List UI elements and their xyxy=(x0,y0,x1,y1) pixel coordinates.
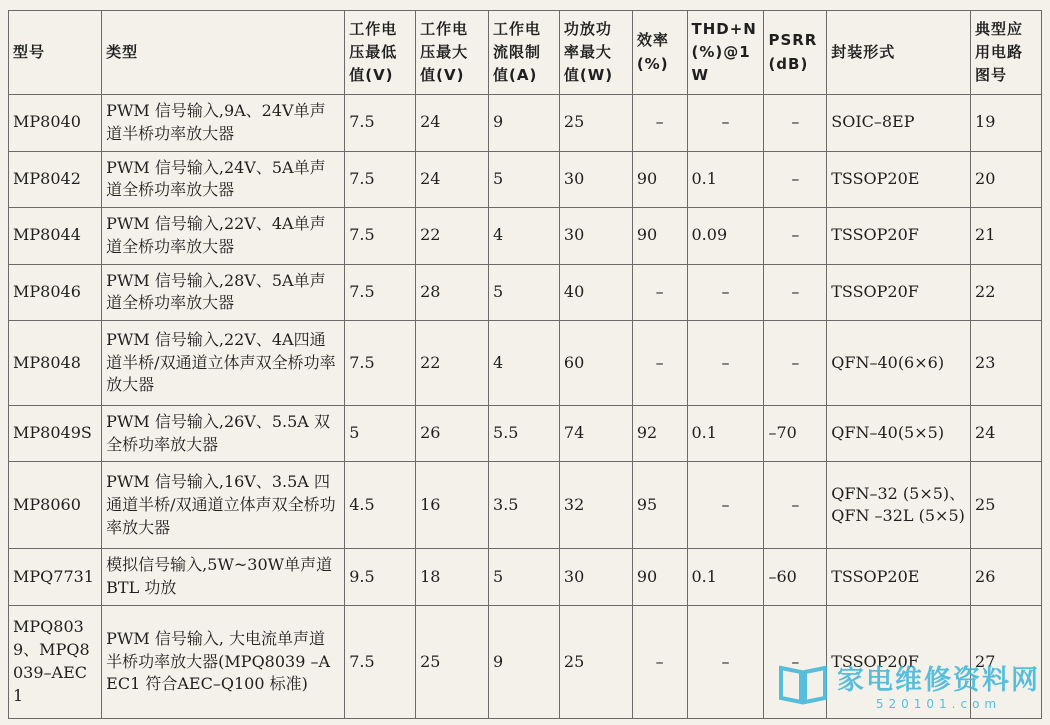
cell-max-power: 32 xyxy=(559,462,632,549)
cell-thd: 0.1 xyxy=(687,405,764,462)
cell-current-limit: 9 xyxy=(489,605,560,718)
cell-type: PWM 信号输入, 大电流单声道半桥功率放大器(MPQ8039 –AEC1 符合AEC–Q100 标准) xyxy=(102,605,345,718)
cell-min-voltage: 7.5 xyxy=(345,151,416,208)
cell-efficiency: – xyxy=(632,605,687,718)
cell-circuit-no: 25 xyxy=(971,462,1042,549)
cell-model: MP8042 xyxy=(9,151,102,208)
document-page xyxy=(8,10,1042,719)
cell-package: TSSOP20E xyxy=(827,151,971,208)
cell-psrr: – xyxy=(764,605,827,718)
cell-psrr: –70 xyxy=(764,405,827,462)
header-max-power: 功放功率最大值(W) xyxy=(559,11,632,95)
cell-psrr: – xyxy=(764,321,827,406)
cell-model: MP8048 xyxy=(9,321,102,406)
cell-max-voltage: 26 xyxy=(416,405,489,462)
cell-psrr: – xyxy=(764,462,827,549)
cell-model: MP8040 xyxy=(9,95,102,152)
cell-min-voltage: 9.5 xyxy=(345,549,416,606)
cell-max-power: 60 xyxy=(559,321,632,406)
cell-max-voltage: 16 xyxy=(416,462,489,549)
cell-efficiency: 90 xyxy=(632,208,687,265)
cell-thd: 0.09 xyxy=(687,208,764,265)
header-psrr: PSRR(dB) xyxy=(764,11,827,95)
book-logo-icon xyxy=(775,662,831,708)
table-row xyxy=(9,405,1042,462)
cell-min-voltage: 5 xyxy=(345,405,416,462)
cell-min-voltage: 7.5 xyxy=(345,264,416,321)
table-row xyxy=(9,549,1042,606)
header-circuit-no: 典型应用电路图号 xyxy=(971,11,1042,95)
cell-package: QFN–40(5×5) xyxy=(827,405,971,462)
cell-max-voltage: 22 xyxy=(416,208,489,265)
cell-type: PWM 信号输入,26V、5.5A 双全桥功率放大器 xyxy=(102,405,345,462)
cell-type: PWM 信号输入,28V、5A单声道全桥功率放大器 xyxy=(102,264,345,321)
cell-type: 模拟信号输入,5W~30W单声道 BTL 功放 xyxy=(102,549,345,606)
cell-psrr: – xyxy=(764,208,827,265)
cell-current-limit: 3.5 xyxy=(489,462,560,549)
cell-thd: 0.1 xyxy=(687,549,764,606)
cell-thd: – xyxy=(687,321,764,406)
cell-package: TSSOP20F xyxy=(827,208,971,265)
cell-package: TSSOP20F xyxy=(827,264,971,321)
cell-efficiency: – xyxy=(632,264,687,321)
cell-circuit-no: 26 xyxy=(971,549,1042,606)
cell-max-voltage: 25 xyxy=(416,605,489,718)
cell-max-power: 30 xyxy=(559,151,632,208)
header-efficiency: 效率(%) xyxy=(632,11,687,95)
cell-efficiency: – xyxy=(632,95,687,152)
cell-type: PWM 信号输入,24V、5A单声道全桥功率放大器 xyxy=(102,151,345,208)
watermark-title: 家电维修资料网 xyxy=(837,665,1040,696)
cell-current-limit: 9 xyxy=(489,95,560,152)
cell-max-power: 40 xyxy=(559,264,632,321)
cell-circuit-no: 23 xyxy=(971,321,1042,406)
cell-max-power: 25 xyxy=(559,95,632,152)
cell-min-voltage: 7.5 xyxy=(345,208,416,265)
table-row xyxy=(9,462,1042,549)
cell-current-limit: 5 xyxy=(489,549,560,606)
cell-package: QFN–32 (5×5)、QFN –32L (5×5) xyxy=(827,462,971,549)
cell-max-power: 30 xyxy=(559,208,632,265)
cell-max-voltage: 24 xyxy=(416,151,489,208)
table-row xyxy=(9,151,1042,208)
cell-max-power: 74 xyxy=(559,405,632,462)
watermark-site: 520101.com xyxy=(875,697,1002,711)
cell-type: PWM 信号输入,22V、4A四通道半桥/双通道立体声双全桥功率放大器 xyxy=(102,321,345,406)
header-package: 封装形式 xyxy=(827,11,971,95)
header-max-voltage: 工作电压最大值(V) xyxy=(416,11,489,95)
cell-psrr: –60 xyxy=(764,549,827,606)
site-watermark xyxy=(775,658,1040,711)
header-type: 类型 xyxy=(102,11,345,95)
cell-model: MPQ7731 xyxy=(9,549,102,606)
cell-package: TSSOP20F xyxy=(827,605,971,718)
cell-min-voltage: 7.5 xyxy=(345,95,416,152)
table-row xyxy=(9,95,1042,152)
cell-circuit-no: 21 xyxy=(971,208,1042,265)
cell-max-power: 25 xyxy=(559,605,632,718)
cell-max-voltage: 18 xyxy=(416,549,489,606)
header-min-voltage: 工作电压最低值(V) xyxy=(345,11,416,95)
cell-package: QFN–40(6×6) xyxy=(827,321,971,406)
cell-current-limit: 5.5 xyxy=(489,405,560,462)
table-header-row xyxy=(9,11,1042,95)
cell-model: MP8044 xyxy=(9,208,102,265)
cell-psrr: – xyxy=(764,264,827,321)
cell-current-limit: 5 xyxy=(489,264,560,321)
header-current-limit: 工作电流限制值(A) xyxy=(489,11,560,95)
cell-efficiency: 90 xyxy=(632,151,687,208)
cell-model: MP8060 xyxy=(9,462,102,549)
cell-efficiency: 90 xyxy=(632,549,687,606)
cell-package: SOIC–8EP xyxy=(827,95,971,152)
cell-min-voltage: 7.5 xyxy=(345,605,416,718)
cell-current-limit: 5 xyxy=(489,151,560,208)
cell-efficiency: 92 xyxy=(632,405,687,462)
cell-circuit-no: 27 xyxy=(971,605,1042,718)
cell-thd: 0.1 xyxy=(687,151,764,208)
table-row xyxy=(9,208,1042,265)
cell-current-limit: 4 xyxy=(489,321,560,406)
cell-max-voltage: 24 xyxy=(416,95,489,152)
cell-package: TSSOP20E xyxy=(827,549,971,606)
amplifier-spec-table xyxy=(8,10,1042,719)
cell-max-power: 30 xyxy=(559,549,632,606)
cell-thd: – xyxy=(687,264,764,321)
cell-model: MPQ8039、MPQ8039–AEC1 xyxy=(9,605,102,718)
table-row xyxy=(9,321,1042,406)
cell-circuit-no: 19 xyxy=(971,95,1042,152)
cell-type: PWM 信号输入,9A、24V单声道半桥功率放大器 xyxy=(102,95,345,152)
cell-efficiency: – xyxy=(632,321,687,406)
cell-max-voltage: 22 xyxy=(416,321,489,406)
cell-efficiency: 95 xyxy=(632,462,687,549)
cell-min-voltage: 4.5 xyxy=(345,462,416,549)
cell-thd: – xyxy=(687,605,764,718)
cell-current-limit: 4 xyxy=(489,208,560,265)
header-thd: THD+N(%)@1W xyxy=(687,11,764,95)
cell-circuit-no: 20 xyxy=(971,151,1042,208)
cell-circuit-no: 24 xyxy=(971,405,1042,462)
cell-model: MP8046 xyxy=(9,264,102,321)
cell-psrr: – xyxy=(764,95,827,152)
cell-thd: – xyxy=(687,462,764,549)
header-model: 型号 xyxy=(9,11,102,95)
cell-psrr: – xyxy=(764,151,827,208)
cell-thd: – xyxy=(687,95,764,152)
cell-circuit-no: 22 xyxy=(971,264,1042,321)
cell-max-voltage: 28 xyxy=(416,264,489,321)
cell-type: PWM 信号输入,16V、3.5A 四通道半桥/双通道立体声双全桥功率放大器 xyxy=(102,462,345,549)
cell-type: PWM 信号输入,22V、4A单声道全桥功率放大器 xyxy=(102,208,345,265)
cell-min-voltage: 7.5 xyxy=(345,321,416,406)
table-row xyxy=(9,264,1042,321)
cell-model: MP8049S xyxy=(9,405,102,462)
